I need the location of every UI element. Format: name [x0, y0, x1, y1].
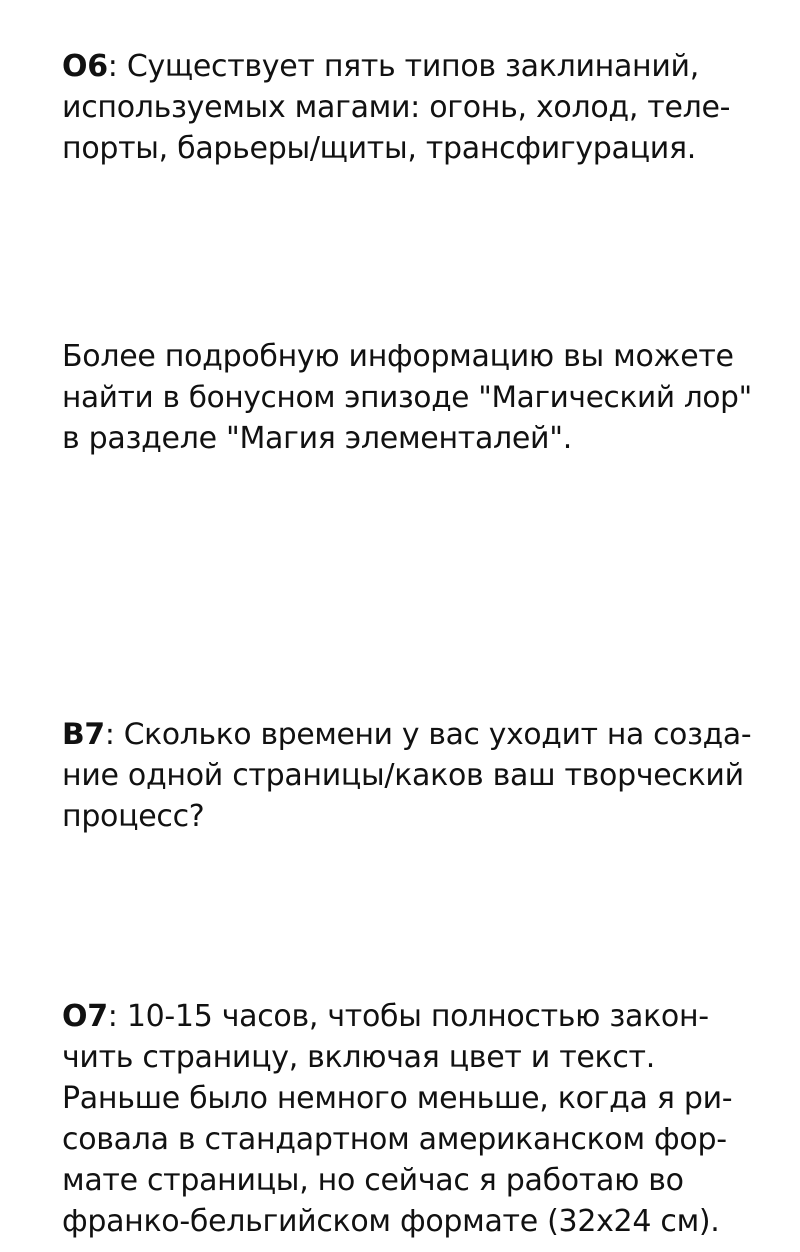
answer-7-line-1 [62, 996, 752, 1037]
more-info-line-1: Более подробную информацию вы можете [62, 339, 734, 374]
more-info-line-3: в разделе "Магия элементалей". [62, 421, 572, 456]
answer-7-line-3: Раньше было немного меньше, когда я ри- [62, 1081, 733, 1116]
more-info-line-2: найти в бонусном эпизоде "Магический лор" [62, 380, 752, 414]
answer-7-label: О7 [62, 999, 108, 1034]
question-7-label: В7 [62, 717, 105, 752]
question-7-line-3: процесс? [62, 799, 205, 834]
answer-6-line-1 [62, 46, 752, 87]
answer-7-line-6: франко-бельгийском формате (32x24 см). [62, 1204, 720, 1239]
answer-6-text-1: : Существует пять типов заклинаний, [107, 49, 699, 84]
more-info-block [62, 336, 752, 459]
answer-6-line-3: порты, барьеры/щиты, трансфигурация. [62, 131, 696, 166]
answer-7-line-4: совала в стандартном американском фор- [62, 1122, 727, 1157]
question-7-line-1 [62, 714, 752, 755]
question-7-text-1: : Сколько времени у вас уходит на созда- [104, 717, 752, 752]
answer-7-line-2: чить страницу, включая цвет и текст. [62, 1040, 655, 1075]
answer-7-text-1: : 10-15 часов, чтобы полностью закон- [107, 999, 709, 1034]
answer-6-block [62, 46, 752, 169]
answer-6-label: О6 [62, 49, 108, 84]
answer-7-block [62, 996, 752, 1242]
answer-7-line-5: мате страницы, но сейчас я работаю во [62, 1163, 684, 1198]
question-7-line-2: ние одной страницы/каков ваш творческий [62, 758, 744, 793]
question-7-block [62, 714, 752, 837]
answer-6-line-2: используемых магами: огонь, холод, теле- [62, 90, 731, 125]
